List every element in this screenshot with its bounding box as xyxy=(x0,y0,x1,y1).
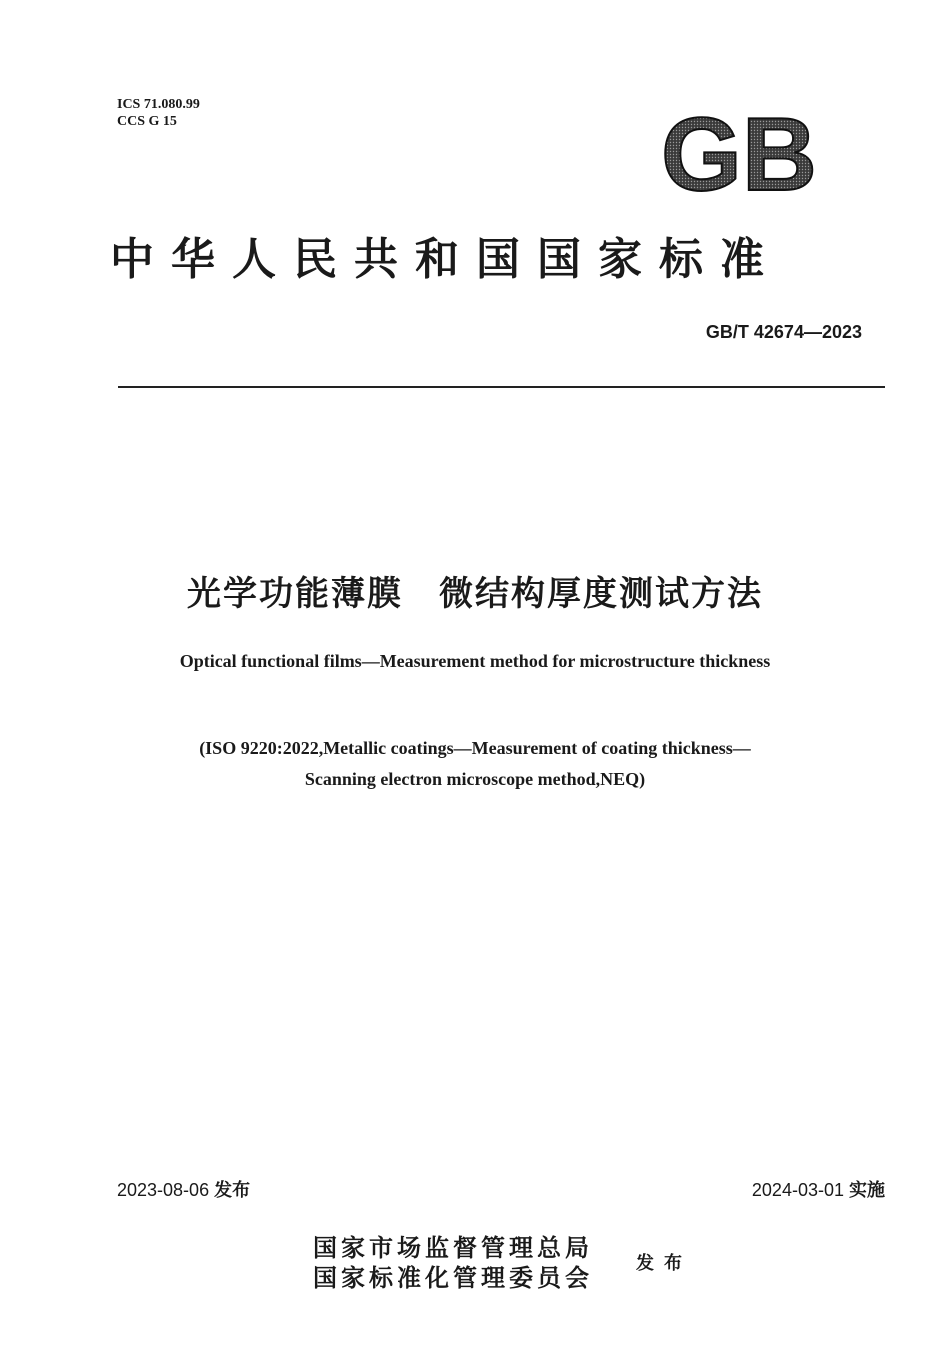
iso-reference-line-2: Scanning electron microscope method,NEQ) xyxy=(304,769,646,789)
implement-label: 实施 xyxy=(849,1180,885,1201)
iso-reference xyxy=(0,733,950,795)
gb-logo xyxy=(645,108,833,200)
release-label: 发布 xyxy=(214,1180,251,1201)
issuing-authorities xyxy=(313,1233,593,1293)
national-standard-title: 中华人民共和国国家标准 xyxy=(110,234,781,285)
publish-label: 发布 xyxy=(636,1253,692,1274)
header-divider xyxy=(118,386,885,388)
release-date: 2023-08-06 xyxy=(117,1180,210,1200)
ics-code: ICS 71.080.99 xyxy=(117,97,200,112)
issuer-samr: 国家市场监督管理总局 xyxy=(313,1233,593,1262)
ccs-code: CCS G 15 xyxy=(117,114,177,129)
implement-date: 2024-03-01 xyxy=(751,1180,844,1200)
gb-logo-text: GB xyxy=(661,108,817,200)
english-title: Optical functional films—Measurement method for microstructure thickness xyxy=(179,651,771,671)
iso-reference-line-1: (ISO 9220:2022,Metallic coatings—Measurement of coating thickness— xyxy=(199,738,751,758)
standard-number: GB/T 42674—2023 xyxy=(705,322,862,342)
classification-codes xyxy=(117,96,200,130)
implement-date-block xyxy=(752,1176,885,1202)
issuer-sac: 国家标准化管理委员会 xyxy=(313,1263,593,1292)
chinese-title: 光学功能薄膜 微结构厚度测试方法 xyxy=(187,574,763,614)
release-date-block xyxy=(117,1176,250,1202)
